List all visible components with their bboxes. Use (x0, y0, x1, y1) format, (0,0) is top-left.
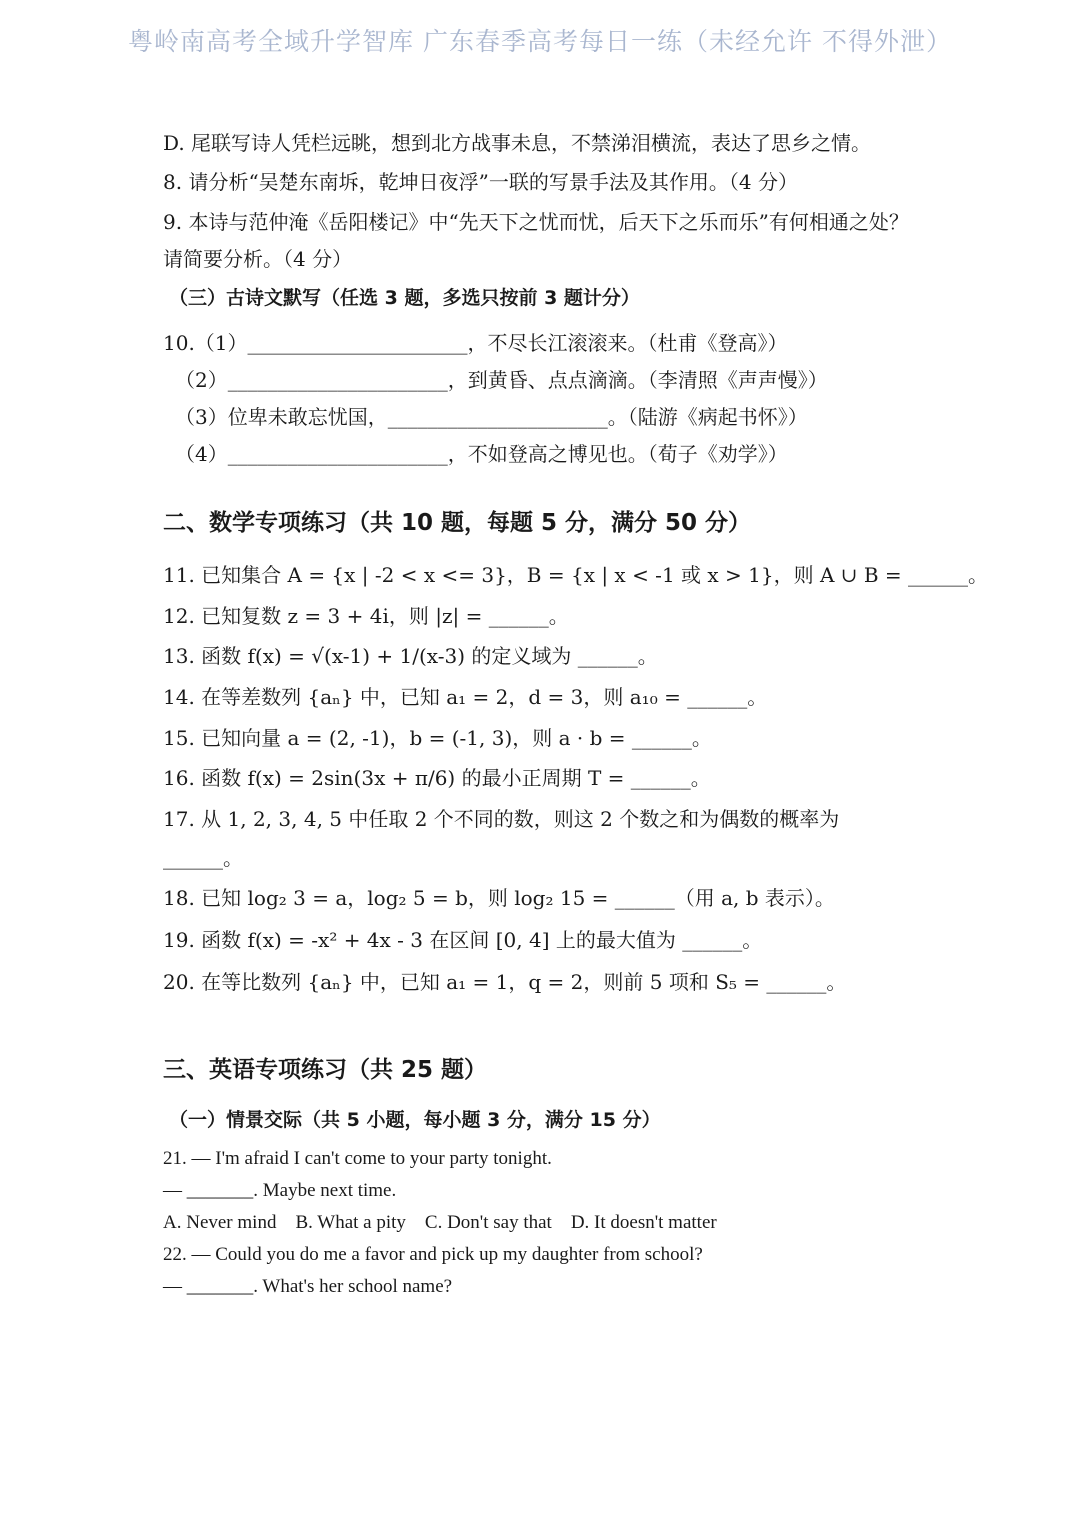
question-11: 11. 已知集合 A = {x | -2 < x <= 3}，B = {x | x < -1 或 x > 1}，则 A ∪ B = ______。 (163, 563, 989, 587)
question-22: 22. — Could you do me a favor and pick up my daughter from school? (163, 1244, 703, 1265)
question-10-4: （4）______________________，不如登高之博见也。（荀子《劝学》） (175, 442, 788, 466)
section-math-title: 二、数学专项练习（共 10 题，每题 5 分，满分 50 分） (163, 510, 752, 536)
question-10-1: 10.（1）______________________，不尽长江滚滚来。（杜甫《登高》） (163, 331, 788, 355)
question-8: 8. 请分析“吴楚东南坼，乾坤日夜浮”一联的写景手法及其作用。（4 分） (163, 170, 798, 194)
question-14: 14. 在等差数列 {aₙ} 中，已知 a₁ = 2，d = 3，则 a₁₀ = ______。 (163, 685, 768, 709)
subsection-recitation: （三）古诗文默写（任选 3 题，多选只按前 3 题计分） (169, 287, 640, 309)
question-7-option-d: D. 尾联写诗人凭栏远眺，想到北方战事未息，不禁涕泪横流，表达了思乡之情。 (163, 131, 872, 155)
page-content (163, 125, 989, 1303)
subsection-dialogue: （一）情景交际（共 5 小题，每小题 3 分，满分 15 分） (169, 1109, 661, 1131)
watermark: 粤岭南高考全域升学智库 广东春季高考每日一练（未经允许 不得外泄） (128, 27, 952, 56)
question-9: 9. 本诗与范仲淹《岳阳楼记》中“先天下之忧而忧，后天下之乐而乐”有何相通之处？请简要分析。（4 分） (163, 210, 909, 271)
section-english-title: 三、英语专项练习（共 25 题） (163, 1057, 488, 1083)
question-13: 13. 函数 f(x) = √(x-1) + 1/(x-3) 的定义域为 ______。 (163, 644, 658, 668)
question-18: 18. 已知 log₂ 3 = a，log₂ 5 = b，则 log₂ 15 = ______（用 a, b 表示）。 (163, 886, 835, 910)
question-16: 16. 函数 f(x) = 2sin(3x + π/6) 的最小正周期 T = ______。 (163, 766, 711, 790)
question-22-reply: — _______. What's her school name? (163, 1276, 453, 1297)
question-10-3: （3）位卑未敢忘忧国，______________________。（陆游《病起书怀》） (175, 405, 808, 429)
question-15: 15. 已知向量 a = (2, -1)，b = (-1, 3)，则 a · b = ______。 (163, 726, 712, 750)
question-10-2: （2）______________________，到黄昏、点点滴滴。（李清照《声声慢》） (175, 368, 828, 392)
question-20: 20. 在等比数列 {aₙ} 中，已知 a₁ = 1，q = 2，则前 5 项和 S₅ = ______。 (163, 970, 847, 994)
question-21-options: A. Never mind B. What a pity C. Don't say that D. It doesn't matter (163, 1212, 717, 1233)
question-17-blank: ______。 (163, 846, 243, 870)
question-21-reply: — _______. Maybe next time. (163, 1180, 397, 1201)
question-21: 21. — I'm afraid I can't come to your party tonight. (163, 1148, 552, 1169)
question-12: 12. 已知复数 z = 3 + 4i，则 |z| = ______。 (163, 604, 569, 628)
question-17: 17. 从 1, 2, 3, 4, 5 中任取 2 个不同的数，则这 2 个数之和为偶数的概率为 (163, 807, 840, 831)
question-19: 19. 函数 f(x) = -x² + 4x - 3 在区间 [0, 4] 上的最大值为 ______。 (163, 928, 763, 952)
